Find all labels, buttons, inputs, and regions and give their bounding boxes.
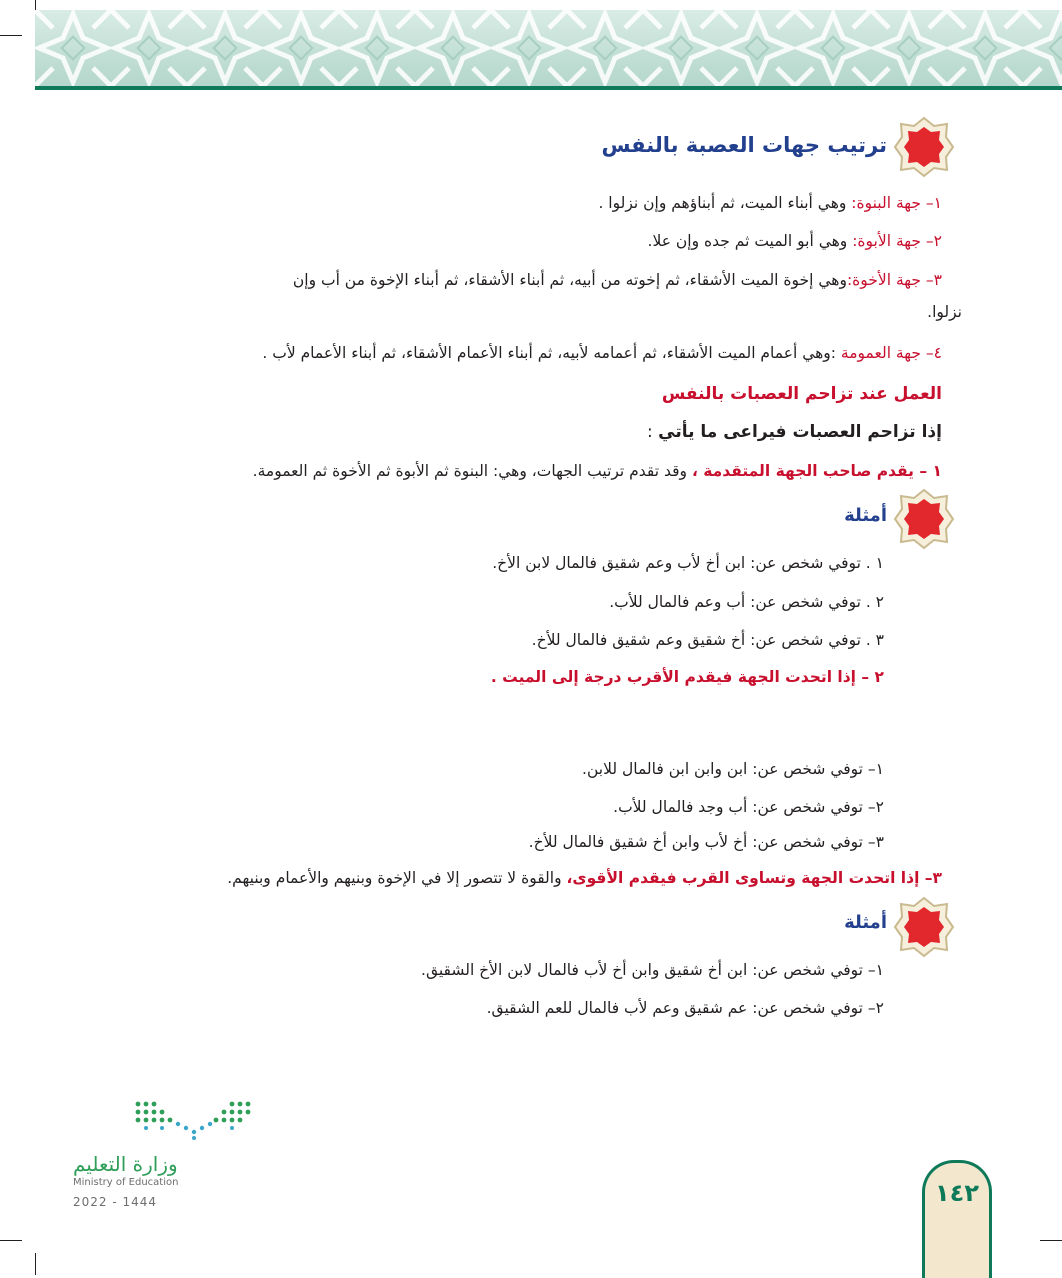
- subheading: العمل عند تزاحم العصبات بالنفس: [661, 384, 942, 404]
- octagon-star-icon: [893, 116, 955, 178]
- list-item: ٣– جهة الأخوة:وهي إخوة الميت الأشقاء، ثم إخوته من أبيه، ثم أبناء الأشقاء، ثم أبناء الإخوة من أب وإن: [292, 271, 942, 289]
- page-number-tab: [922, 1160, 992, 1278]
- crop-mark: [0, 1240, 22, 1241]
- crop-mark: [0, 35, 22, 36]
- example-item: ٢– توفي شخص عن: أب وجد فالمال للأب.: [613, 798, 884, 816]
- example-item: ١– توفي شخص عن: ابن وابن ابن فالمال للابن.: [582, 760, 884, 778]
- ministry-name-ar: وزارة التعليم: [73, 1152, 178, 1176]
- octagon-star-icon: [893, 488, 955, 550]
- crop-mark: [35, 1253, 36, 1275]
- octagon-star-icon: [893, 896, 955, 958]
- example-item: ٣ . توفي شخص عن: أخ شقيق وعم شقيق فالمال للأخ.: [531, 631, 884, 649]
- examples-label: أمثلة: [844, 912, 887, 933]
- ministry-name-en: Ministry of Education: [73, 1177, 179, 1188]
- example-item: ٢ . توفي شخص عن: أب وعم فالمال للأب.: [609, 593, 884, 611]
- rule-2: ٢ – إذا اتحدت الجهة فيقدم الأقرب درجة إلى الميت .: [490, 668, 884, 686]
- header-banner: [35, 10, 1062, 86]
- example-item: ٣– توفي شخص عن: أخ لأب وابن أخ شقيق فالمال للأخ.: [528, 833, 884, 851]
- rule-3: ٣– إذا اتحدت الجهة وتساوى القرب فيقدم الأقوى، والقوة لا تتصور إلا في الإخوة وبنيهم والأعمام وبنيهم.: [227, 869, 942, 887]
- list-item: ٤– جهة العمومة :وهي أعمام الميت الأشقاء، ثم أعمامه لأبيه، ثم أبناء الأعمام الأشقاء، ثم أبناء الأعمام لأب .: [262, 344, 942, 362]
- list-item: ١– جهة البنوة: وهي أبناء الميت، ثم أبناؤهم وإن نزلوا .: [598, 194, 942, 212]
- intro-text: إذا تزاحم العصبات فيراعى ما يأتي :: [647, 422, 942, 442]
- example-item: ١– توفي شخص عن: ابن أخ شقيق وابن أخ لأب فالمال لابن الأخ الشقيق.: [421, 961, 884, 979]
- page-number: ١٤٢: [935, 1179, 979, 1207]
- edition-year: 2022 - 1444: [73, 1195, 158, 1209]
- header-divider: [35, 86, 1062, 90]
- rule-1: ١ – يقدم صاحب الجهة المتقدمة ، وقد تقدم ترتيب الجهات، وهي: البنوة ثم الأبوة ثم الأخوة ثم العمومة.: [252, 462, 942, 480]
- ministry-logo-icon: [134, 1100, 252, 1142]
- list-item: ٢– جهة الأبوة: وهي أبو الميت ثم جده وإن علا.: [647, 232, 942, 250]
- crop-mark: [1040, 1240, 1062, 1241]
- list-item-continuation: نزلوا.: [927, 303, 962, 321]
- section-title: ترتيب جهات العصبة بالنفس: [601, 133, 887, 157]
- example-item: ٢– توفي شخص عن: عم شقيق وعم لأب فالمال للعم الشقيق.: [486, 999, 884, 1017]
- example-item: ١ . توفي شخص عن: ابن أخ لأب وعم شقيق فالمال لابن الأخ.: [492, 554, 884, 572]
- examples-label: أمثلة: [844, 505, 887, 526]
